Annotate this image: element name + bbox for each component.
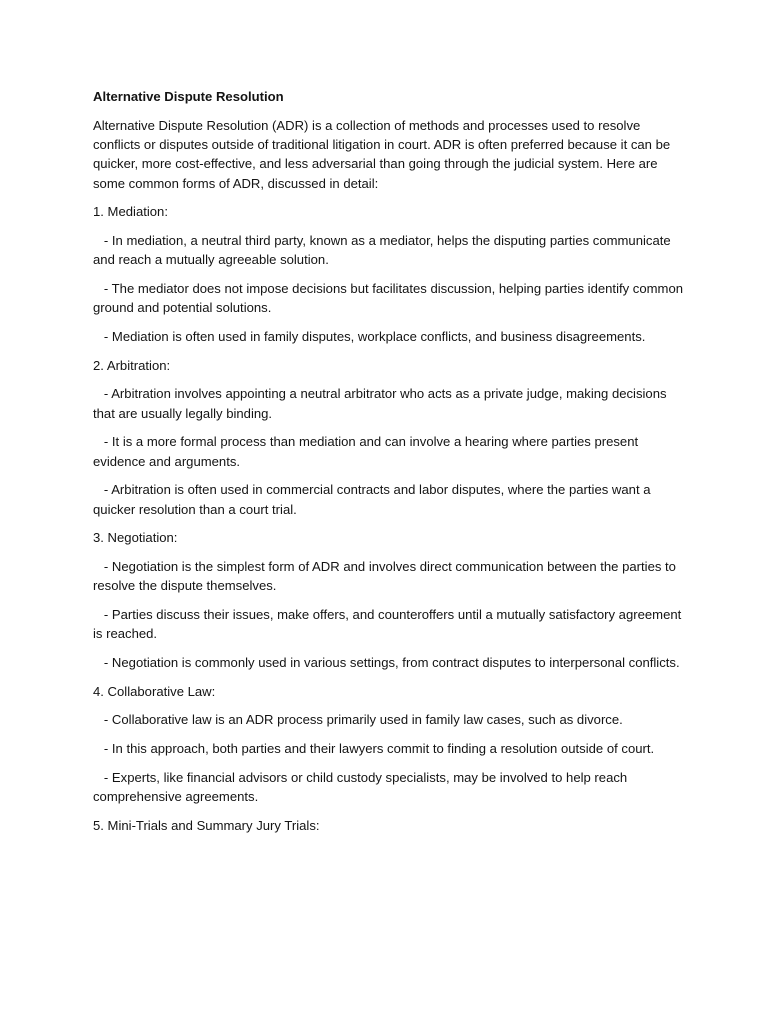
bullet-item: - Experts, like financial advisors or child custody specialists, may be involved to help reach comprehensive agreements. — [93, 769, 631, 804]
bullet-item: - In this approach, both parties and their lawyers commit to finding a resolution outside of court. — [93, 740, 655, 756]
section-collaborative-law — [93, 682, 683, 807]
document-title: Alternative Dispute Resolution — [93, 89, 284, 104]
section-arbitration — [93, 356, 683, 519]
section-mini-trials — [93, 816, 683, 835]
section-heading: 5. Mini-Trials and Summary Jury Trials: — [93, 817, 320, 833]
bullet-item: - The mediator does not impose decisions but facilitates discussion, helping parties identify common ground and potential solutions. — [93, 280, 687, 316]
section-negotiation — [93, 528, 683, 672]
bullet-item: - Collaborative law is an ADR process primarily used in family law cases, such as divorce. — [93, 712, 623, 728]
bullet-item: - It is a more formal process than mediation and can involve a hearing where parties present evidence and arguments. — [93, 434, 642, 469]
section-heading: 1. Mediation: — [93, 204, 168, 220]
bullet-item: - Arbitration involves appointing a neutral arbitrator who acts as a private judge, making decisions that are usually legally binding. — [93, 386, 671, 421]
section-heading: 4. Collaborative Law: — [93, 683, 216, 699]
section-mediation — [93, 202, 687, 346]
section-heading: 2. Arbitration: — [93, 357, 171, 373]
intro-paragraph: Alternative Dispute Resolution (ADR) is a collection of methods and processes used to resolve conflicts or disputes outside of traditional litigation in court. ADR is often preferred because it can be quicker, more cost-effective, and less adversarial than going through the judicial system. Here are some common forms of ADR, discussed in detail: — [93, 117, 671, 191]
bullet-item: - Parties discuss their issues, make offers, and counteroffers until a mutually satisfactory agreement is reached. — [93, 606, 685, 642]
bullet-item: - Arbitration is often used in commercial contracts and labor disputes, where the parties want a quicker resolution than a court trial. — [93, 482, 655, 517]
bullet-item: - Negotiation is the simplest form of ADR and involves direct communication between the parties to resolve the dispute themselves. — [93, 558, 680, 594]
bullet-item: - Negotiation is commonly used in various settings, from contract disputes to interpersonal conflicts. — [93, 654, 680, 670]
section-heading: 3. Negotiation: — [93, 530, 178, 546]
bullet-item: - In mediation, a neutral third party, known as a mediator, helps the disputing parties communicate and reach a mutually agreeable solution. — [93, 232, 675, 268]
document-body — [93, 87, 687, 844]
bullet-item: - Mediation is often used in family disputes, workplace conflicts, and business disagreements. — [93, 328, 646, 344]
